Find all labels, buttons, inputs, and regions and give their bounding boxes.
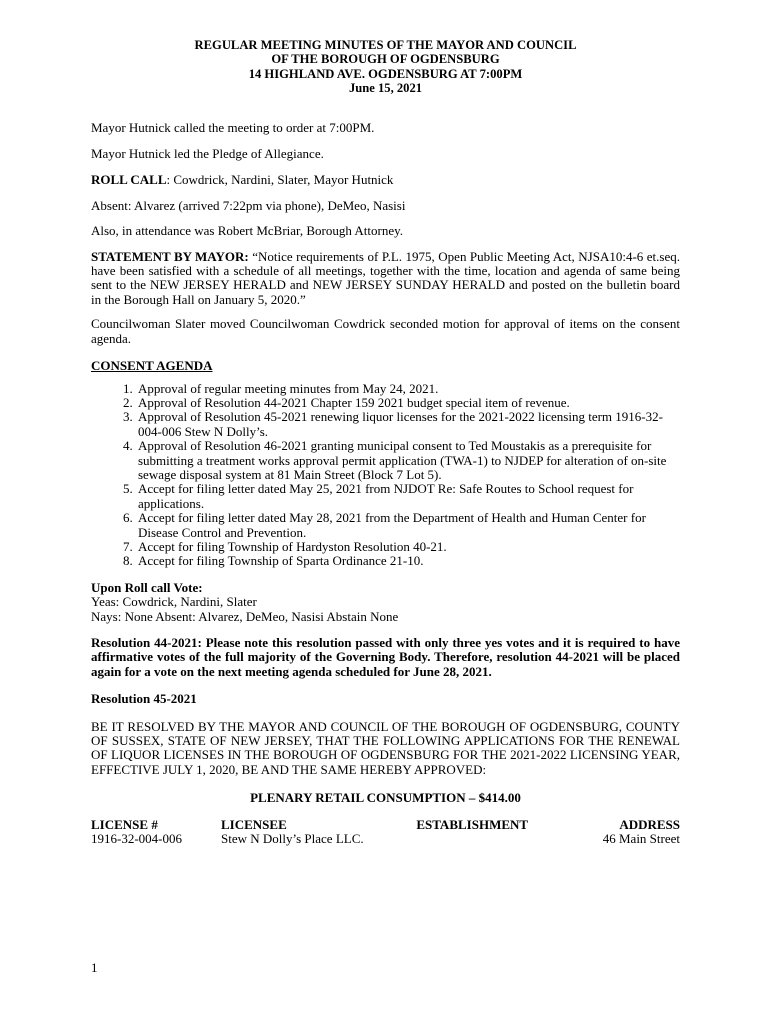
mayor-statement [91,250,680,308]
consent-agenda-list [91,382,680,569]
page-number: 1 [91,960,98,975]
license-number: 1916-32-004-006 [91,831,182,847]
resolution-44-note: Resolution 44-2021: Please note this resolution passed with only three yes votes and it is required to have affirmative votes of the full majority of the Governing Body. Therefore, resolution 44-2021 will be placed again for a vote on the next meeting agenda scheduled for June 28, 2021. [91,635,680,679]
vote-nays: Nays: None Absent: Alvarez, DeMeo, Nasisi Abstain None [91,608,399,624]
agenda-item: 2. Approval of Resolution 44-2021 Chapter 159 2021 budget special item of revenue. [136,396,680,410]
consent-motion: Councilwoman Slater moved Councilwoman Cowdrick seconded motion for approval of items on the consent agenda. [91,316,680,346]
vote-yeas: Yeas: Cowdrick, Nardini, Slater [91,594,257,610]
header-date: June 15, 2021 [348,81,423,96]
license-category: PLENARY RETAIL CONSUMPTION – $414.00 [250,790,521,806]
establishment [385,832,559,846]
roll-call-label: ROLL CALL [91,172,167,188]
resolution-45-body: BE IT RESOLVED BY THE MAYOR AND COUNCIL OF THE BOROUGH OF OGDENSBURG, COUNTY OF SUSSEX, STATE OF NEW JERSEY, THAT THE FOLLOWING APPLICATIONS FOR THE RENEWAL OF LIQUOR LICENSES IN THE BOROUGH OF OGDENSBURG FOR THE 2021-2022 LICENSING YEAR, EFFECTIVE JULY 1, 2020, BE AND THE SAME HEREBY APPROVED: [91,718,680,777]
resolution-45-heading: Resolution 45-2021 [91,691,197,707]
roll-call-members: : Cowdrick, Nardini, Slater, Mayor Hutnick [166,172,394,188]
agenda-item: 8. Accept for filing Township of Sparta Ordinance 21-10. [136,554,680,568]
attendance: Also, in attendance was Robert McBriar, Borough Attorney. [91,223,404,239]
agenda-item: 5. Accept for filing letter dated May 25, 2021 from NJDOT Re: Safe Routes to School request for applications. [136,482,680,511]
call-to-order: Mayor Hutnick called the meeting to order at 7:00PM. [91,119,375,135]
table-row [91,832,680,846]
consent-agenda-heading: CONSENT AGENDA [91,358,213,374]
roll-call [91,173,680,187]
header-title-line-1: REGULAR MEETING MINUTES OF THE MAYOR AND COUNCIL [194,38,577,52]
agenda-item: 6. Accept for filing letter dated May 28, 2021 from the Department of Health and Human Center for Disease Control and Prevention. [136,511,680,540]
document-header [91,38,680,96]
header-title-line-2: OF THE BOROUGH OF OGDENSBURG [271,52,500,67]
agenda-item: 1. Approval of regular meeting minutes from May 24, 2021. [136,382,680,396]
licensee: Stew N Dolly’s Place LLC. [221,831,364,847]
col-address: ADDRESS [619,816,680,832]
agenda-item: 4. Approval of Resolution 46-2021 granting municipal consent to Ted Moustakis as a prerequisite for submitting a treatment works approval permit application (TWA-1) to NJDEP for alteration of on-site sewage disposal system at 81 Main Street (Block 7 Lot 5). [136,439,680,482]
mayor-statement-text: “Notice requirements of P.L. 1975, Open Public Meeting Act, NJSA10:4-6 et.seq. have been satisfied with a schedule of all meetings, together with the time, location and agenda of same being sent to the NEW JERSEY HERALD and NEW JERSEY SUNDAY HERALD and posted on the bulletin board in the Borough Hall on January 5, 2020.” [91,248,680,307]
agenda-item: 7. Accept for filing Township of Hardyston Resolution 40-21. [136,540,680,554]
col-licensee: LICENSEE [221,816,287,832]
col-license-number: LICENSE # [91,816,158,832]
col-establishment: ESTABLISHMENT [416,816,529,832]
mayor-statement-label: STATEMENT BY MAYOR: [91,248,249,264]
agenda-item: 3. Approval of Resolution 45-2021 renewing liquor licenses for the 2021-2022 licensing term 1916-32-004-006 Stew N Dolly’s. [136,410,680,439]
pledge: Mayor Hutnick led the Pledge of Allegiance. [91,146,324,162]
header-address-line: 14 HIGHLAND AVE. OGDENSBURG AT 7:00PM [248,66,523,81]
vote-heading: Upon Roll call Vote: [91,579,203,595]
address: 46 Main Street [602,831,680,847]
license-table-header [91,818,680,832]
absent-members: Absent: Alvarez (arrived 7:22pm via phone), DeMeo, Nasisi [91,197,406,213]
license-table [91,818,680,847]
